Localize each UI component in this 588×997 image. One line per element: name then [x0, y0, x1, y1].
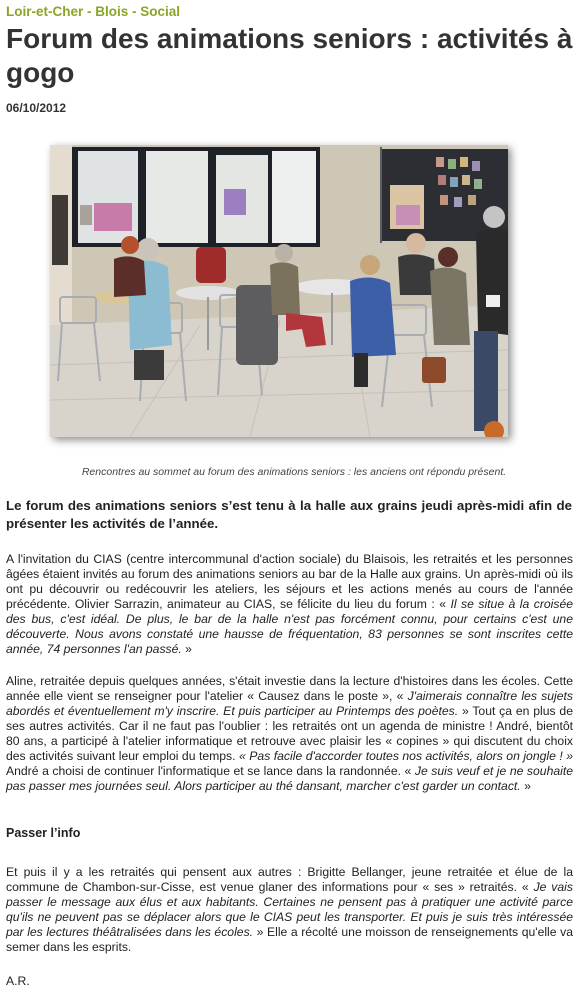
paragraph-text: Et puis il y a les retraités qui pensent aux autres : Brigitte Bellanger, jeune retraitée et élue de la commune de Chambon-sur-Cisse, est venue glaner des informations pour « ses » retraités. «: [6, 865, 573, 894]
article-title: Forum des animations seniors : activités à gogo: [6, 23, 573, 88]
paragraph-quote: « Pas facile d'accorder toutes nos activités, alors on jongle ! »: [235, 749, 574, 763]
section-breadcrumb[interactable]: Loir-et-Cher - Blois - Social: [6, 4, 181, 19]
paragraph-text: Aline, retraitée depuis quelques années, s'était investie dans la lecture d'histoires dans les écoles. Cette année elle vient se renseigner pour l'atelier « Causez dans le poste », «: [6, 674, 573, 703]
publication-date: 06/10/2012: [6, 101, 67, 115]
paragraph-text: » Tout ça en plus de ses autres activités. Car il ne faut pas l'oublier : les retraités ont un agenda de ministre ! André, bientôt 80 ans, a participé à l'atelier informatique et retrouve avec plaisir les « copines » qui discutent du choix des activités suivant leur emploi du temps.: [6, 704, 573, 763]
paragraph-text: André a choisi de continuer l'informatique et se lance dans la randonnée. «: [6, 764, 412, 778]
paragraph-quote: Je vais passer le message aux élus et aux habitants. Certaines ne pensent pas à pratiquer une activité parce qu'ils ne peuvent pas se déplacer alors que le CIAS peut les transporter. Et puis je suis très intéressée par les lectures théâtralisées dans les écoles.: [6, 880, 573, 939]
author-signature: A.R.: [6, 974, 30, 988]
section-subheading: Passer l’info: [6, 826, 81, 840]
photo-caption: Rencontres au sommet au forum des animations seniors : les anciens ont répondu présent.: [81, 466, 507, 478]
paragraph-quote: J'aimerais connaître les sujets abordés et éventuellement m'y inscrire. Et puis participer au Printemps des poètes.: [6, 689, 573, 718]
article-paragraph: [6, 674, 573, 794]
paragraph-text: » Elle a récolté une moisson de renseignements qu'elle va semer dans les esprits.: [6, 925, 573, 954]
paragraph-text: A l'invitation du CIAS (centre intercommunal d'action sociale) du Blaisois, les retraités et les personnes âgées étaient invités au forum des animations seniors au bar de la Halle aux grains. Un après-midi où ils ont pu découvrir ou redécouvrir les ateliers, les séjours et les actions menés au cours de l'année précédente. Olivier Sarrazin, animateur au CIAS, se félicite du lieu du forum : «: [6, 552, 573, 611]
article-photo: [50, 145, 508, 437]
paragraph-text: »: [520, 779, 531, 793]
article-lead: Le forum des animations seniors s’est tenu à la halle aux grains jeudi après-midi afin de présenter les activités de l’année.: [6, 498, 572, 531]
paragraph-quote: Je suis veuf et je ne souhaite pas passer mes journées seul. Alors participer au thé dansant, marcher c'est garder un contact.: [6, 764, 574, 793]
article-paragraph: [6, 552, 573, 657]
article-paragraph: [6, 865, 573, 955]
paragraph-text: »: [181, 642, 192, 656]
paragraph-quote: Il se situe à la croisée des bus, c'est idéal. De plus, le bar de la halle n'est pas forcément connu, pour certains c'est une découverte. Nous avons constaté une hausse de fréquentation, 83 personnes se sont inscrites cette année, 74 personnes l'an passé.: [6, 597, 574, 656]
